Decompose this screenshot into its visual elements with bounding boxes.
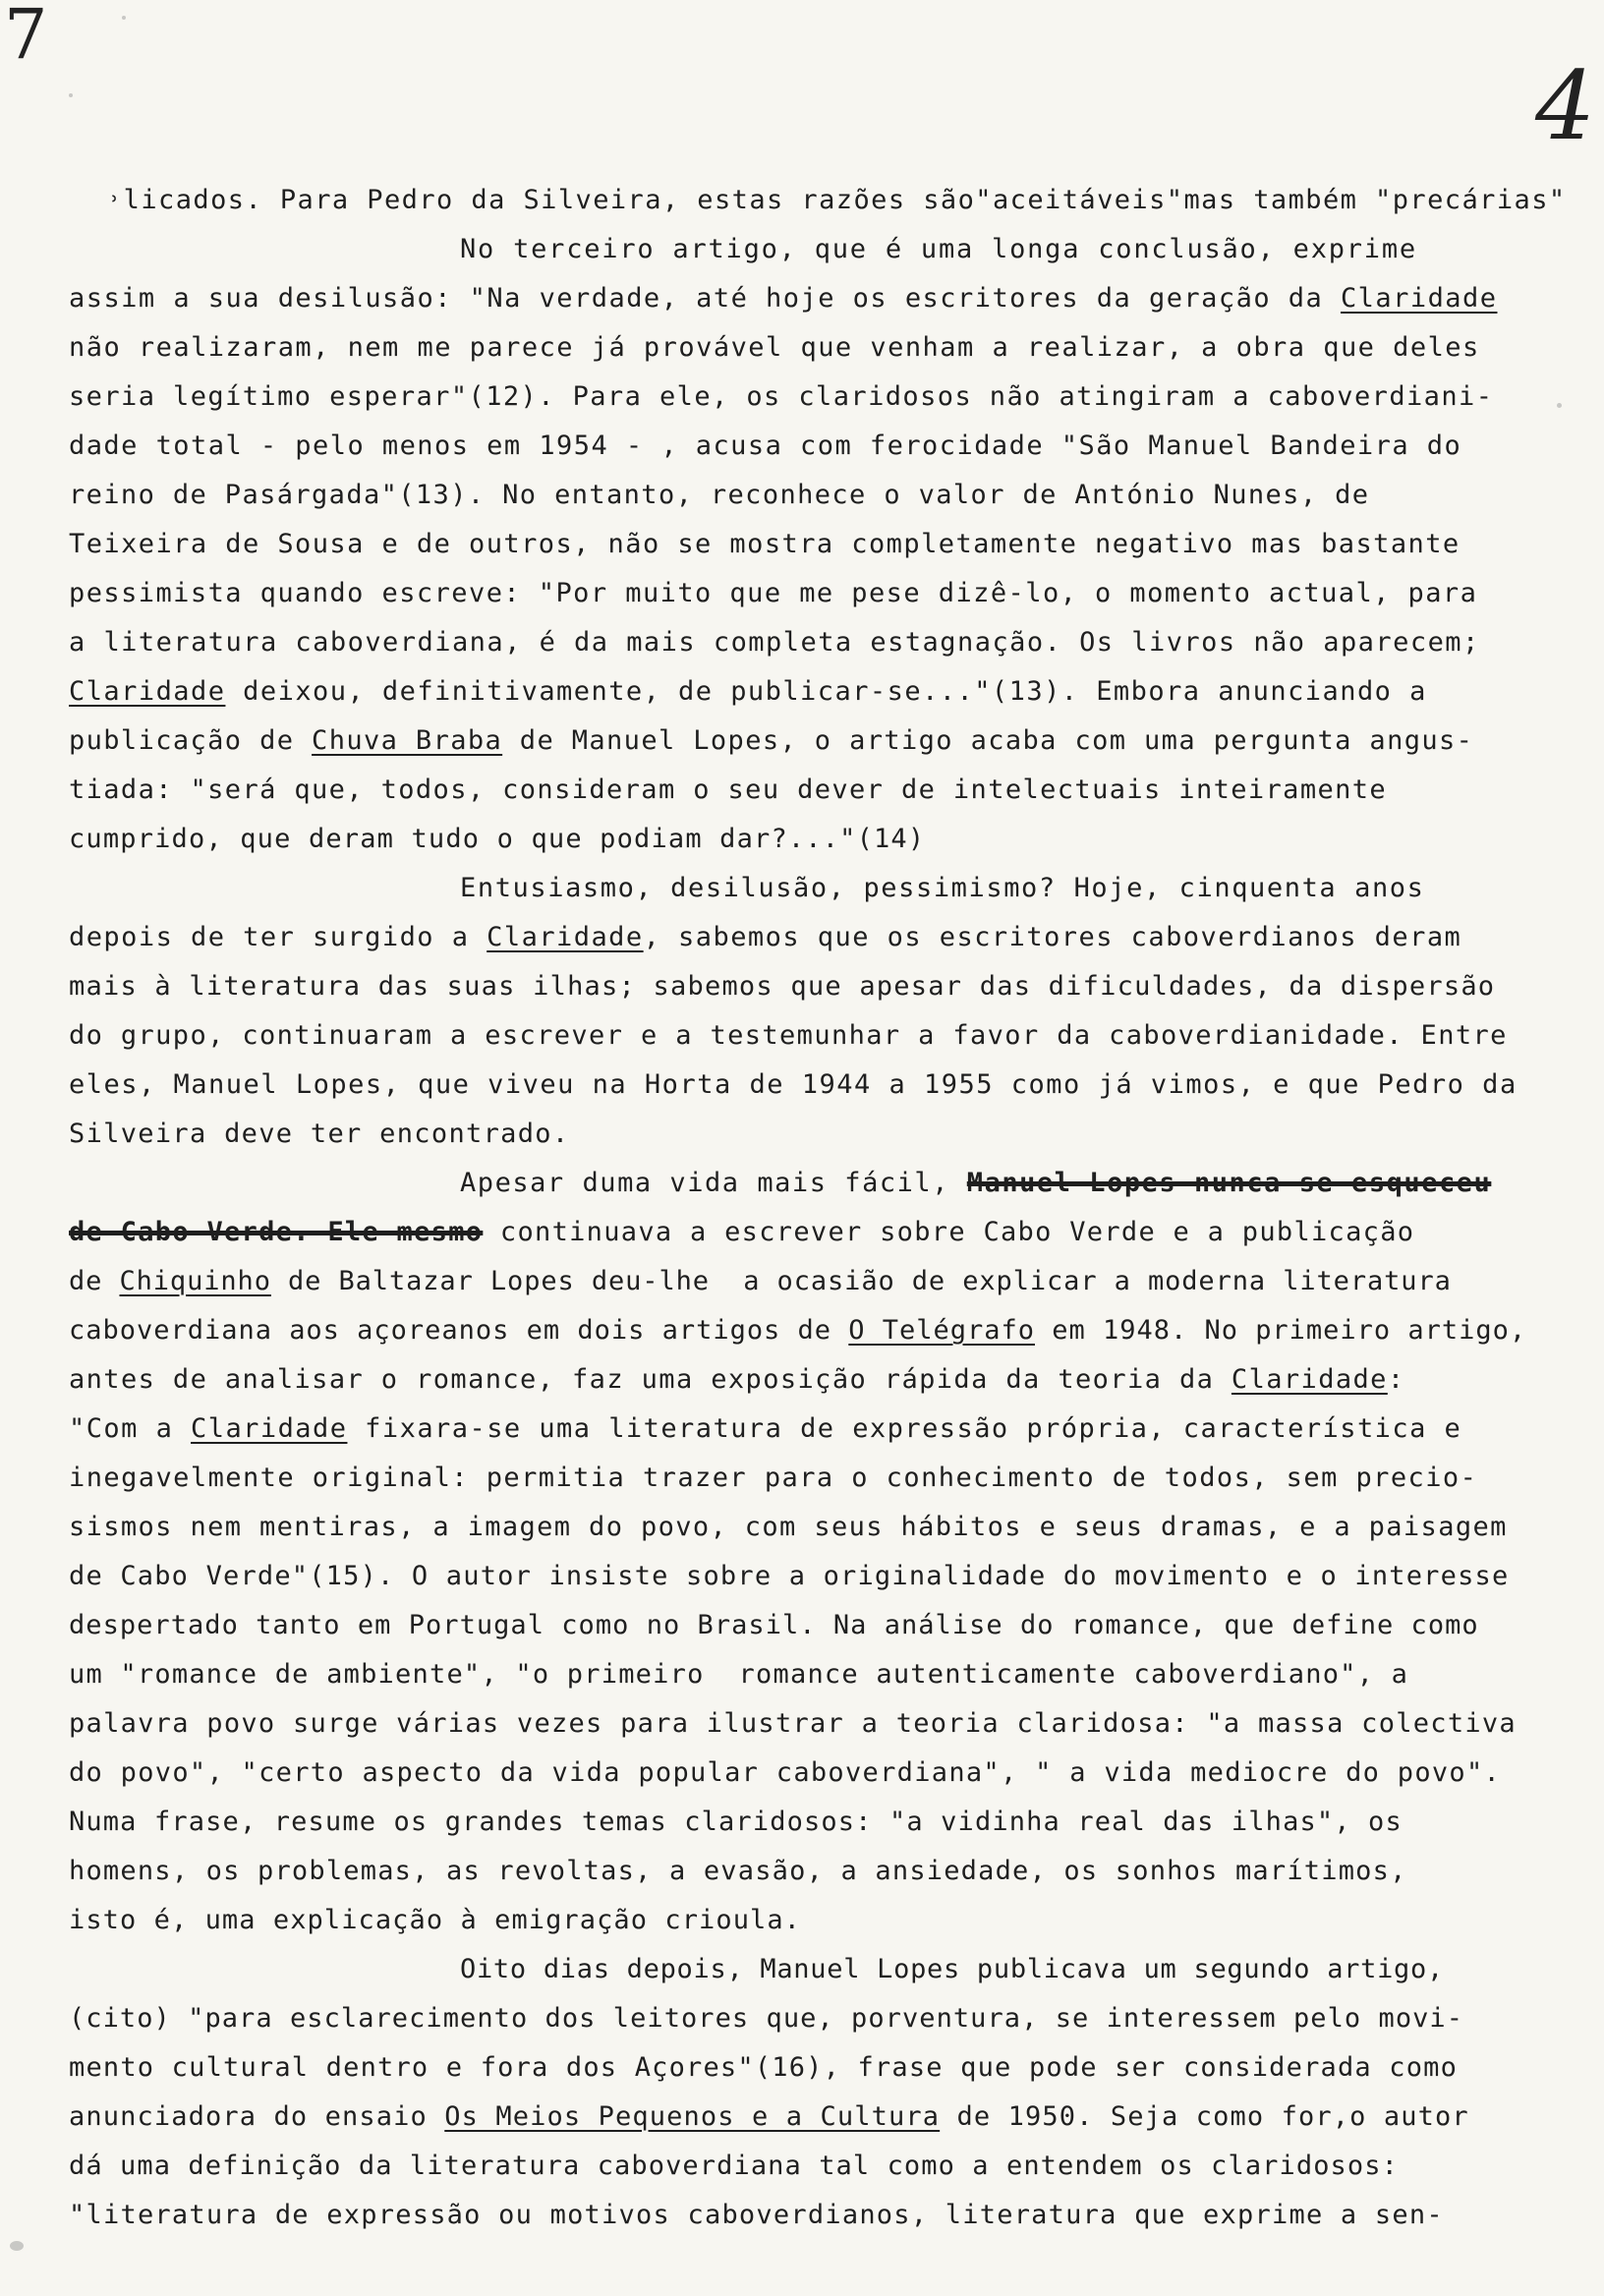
text-line — [69, 1313, 1526, 1349]
text-segment: a literatura caboverdiana, é da mais completa estagnação. Os livros não aparecem; — [69, 627, 1480, 658]
text-line — [69, 773, 1387, 808]
text-segment: "literatura de expressão ou motivos caboverdianos, literatura que exprime a sen- — [69, 2200, 1444, 2230]
text-segment: pessimista quando escreve: "Por muito que me pese dizê-lo, o momento actual, para — [69, 578, 1478, 608]
text-line — [69, 2149, 1399, 2184]
text-segment: (cito) "para esclarecimento dos leitores que, porventura, se interessem pelo movi- — [69, 2003, 1464, 2034]
text-segment: depois de ter surgido a — [69, 922, 487, 952]
text-segment: anunciadora do ensaio — [69, 2101, 445, 2132]
text-line — [69, 2001, 1463, 2037]
text-line — [69, 478, 1369, 513]
text-segment: fixara-se uma literatura de expressão própria, característica e — [347, 1413, 1462, 1444]
underlined-title: Chuva Braba — [312, 725, 503, 756]
text-line — [69, 429, 1461, 464]
text-line — [69, 1559, 1509, 1594]
text-segment: ˒licados. Para Pedro da Silveira, estas razões são"aceitáveis"mas também "precárias" — [106, 185, 1567, 215]
text-segment: de — [69, 1266, 120, 1296]
text-line — [69, 674, 1427, 710]
text-segment: de Manuel Lopes, o artigo acaba com uma pergunta angus- — [502, 725, 1474, 756]
text-segment: Silveira deve ter encontrado. — [69, 1119, 570, 1149]
text-line — [69, 330, 1480, 366]
text-segment: sismos nem mentiras, a imagem do povo, com seus hábitos e seus dramas, e a paisagem — [69, 1512, 1508, 1542]
text-line — [69, 379, 1493, 415]
struck-out-text: Manuel Lopes nunca se esqueceu — [966, 1168, 1492, 1198]
text-segment: despertado tanto em Portugal como no Brasil. Na análise do romance, que define como — [69, 1610, 1479, 1640]
text-line — [69, 1510, 1508, 1545]
text-segment: publicação de — [69, 725, 313, 756]
text-line — [69, 1264, 1452, 1299]
text-line — [69, 1117, 569, 1152]
text-segment: tiada: "será que, todos, consideram o seu dever de intelectuais inteiramente — [69, 775, 1388, 805]
text-segment: Teixeira de Sousa e de outros, não se mostra completamente negativo mas bastante — [69, 529, 1461, 559]
text-segment: dá uma definição da literatura caboverdiana tal como a entendem os claridosos: — [69, 2151, 1399, 2181]
text-line — [69, 1903, 801, 1938]
ink-speck — [10, 2241, 24, 2251]
text-segment: eles, Manuel Lopes, que viveu na Horta de 1944 a 1955 como já vimos, e que Pedro da — [69, 1069, 1518, 1100]
underlined-title: Claridade — [69, 676, 226, 707]
text-segment: de Baltazar Lopes deu-lhe a ocasião de explicar a moderna literatura — [270, 1266, 1452, 1296]
text-segment: não realizaram, nem me parece já provável que venham a realizar, a obra que deles — [69, 332, 1480, 363]
text-segment: antes de analisar o romance, faz uma exposição rápida da teoria da — [69, 1364, 1232, 1395]
text-segment: Numa frase, resume os grandes temas claridosos: "a vidinha real das ilhas", os — [69, 1807, 1403, 1837]
text-segment: "Com a — [69, 1413, 192, 1444]
text-line — [69, 1657, 1408, 1693]
text-line — [69, 1805, 1403, 1840]
ink-speck — [122, 16, 126, 20]
underlined-title: Os Meios Pequenos e a Cultura — [444, 2101, 941, 2132]
text-line — [69, 2050, 1458, 2086]
text-line — [460, 1952, 1444, 1987]
text-segment: isto é, uma explicação à emigração crioula. — [69, 1905, 801, 1935]
text-line — [69, 969, 1495, 1004]
text-segment: em 1948. No primeiro artigo, — [1035, 1315, 1527, 1346]
text-line — [69, 723, 1473, 759]
text-line — [69, 527, 1461, 562]
text-line — [106, 183, 1567, 218]
text-line — [69, 576, 1477, 611]
text-line — [69, 920, 1461, 955]
text-segment: reino de Pasárgada"(13). No entanto, reconhece o valor de António Nunes, de — [69, 480, 1370, 510]
text-segment: palavra povo surge várias vezes para ilustrar a teoria claridosa: "a massa colectiva — [69, 1708, 1517, 1739]
text-line — [460, 871, 1425, 906]
text-segment: No terceiro artigo, que é uma longa conclusão, exprime — [460, 234, 1417, 264]
text-line — [69, 2198, 1444, 2233]
text-segment: do povo", "certo aspecto da vida popular caboverdiana", " a vida mediocre do povo". — [69, 1757, 1502, 1788]
text-segment: um "romance de ambiente", "o primeiro romance autenticamente caboverdiano", a — [69, 1659, 1409, 1690]
ink-speck — [1557, 403, 1562, 408]
text-line — [460, 1166, 1491, 1201]
text-line — [69, 1411, 1461, 1447]
text-line — [69, 2099, 1469, 2135]
page-number: 4 — [1535, 51, 1596, 161]
text-segment: cumprido, que deram tudo o que podiam dar?..."(14) — [69, 824, 926, 854]
text-line — [69, 1215, 1414, 1250]
struck-out-text: de Cabo Verde. Ele mesmo — [69, 1217, 484, 1247]
text-segment: Entusiasmo, desilusão, pessimismo? Hoje, cinquenta anos — [460, 873, 1425, 903]
text-line — [69, 1755, 1501, 1791]
text-line — [69, 822, 925, 857]
text-segment: Oito dias depois, Manuel Lopes publicava um segundo artigo, — [460, 1954, 1444, 1984]
text-segment: assim a sua desilusão: "Na verdade, até hoje os escritores da geração da — [69, 283, 1341, 314]
underlined-title: Claridade — [1340, 283, 1498, 314]
text-segment: mento cultural dentro e fora dos Açores"(16), frase que pode ser considerada como — [69, 2052, 1459, 2083]
text-segment: continuava a escrever sobre Cabo Verde e a publicação — [483, 1217, 1415, 1247]
text-line — [69, 1608, 1479, 1643]
underlined-title: Claridade — [487, 922, 644, 952]
underlined-title: O Telégrafo — [848, 1315, 1035, 1346]
ink-speck — [69, 93, 73, 97]
text-segment: : — [1387, 1364, 1405, 1395]
text-segment: do grupo, continuaram a escrever e a testemunhar a favor da caboverdianidade. Entre — [69, 1020, 1508, 1051]
text-line — [69, 1461, 1477, 1496]
text-line — [69, 1018, 1508, 1054]
underlined-title: Chiquinho — [119, 1266, 271, 1296]
text-segment: dade total - pelo menos em 1954 - , acusa com ferocidade "São Manuel Bandeira do — [69, 430, 1462, 461]
text-line — [69, 1067, 1518, 1103]
text-line — [69, 1362, 1404, 1398]
text-segment: Apesar duma vida mais fácil, — [460, 1168, 967, 1198]
text-segment: mais à literatura das suas ilhas; sabemos que apesar das dificuldades, da dispersão — [69, 971, 1496, 1002]
text-segment: homens, os problemas, as revoltas, a evasão, a ansiedade, os sonhos marítimos, — [69, 1856, 1407, 1886]
corner-handwritten-mark: 7 — [4, 0, 48, 75]
text-segment: seria legítimo esperar"(12). Para ele, os claridosos não atingiram a caboverdiani- — [69, 381, 1494, 412]
text-segment: de Cabo Verde"(15). O autor insiste sobre a originalidade do movimento e o interesse — [69, 1561, 1510, 1591]
underlined-title: Claridade — [191, 1413, 348, 1444]
text-line — [69, 1706, 1517, 1742]
text-line — [69, 625, 1480, 660]
text-segment: inegavelmente original: permitia trazer para o conhecimento de todos, sem precio- — [69, 1463, 1478, 1493]
text-line — [460, 232, 1417, 267]
text-line — [69, 1854, 1407, 1889]
text-line — [69, 281, 1497, 316]
text-segment: de 1950. Seja como for,o autor — [940, 2101, 1469, 2132]
underlined-title: Claridade — [1231, 1364, 1388, 1395]
text-segment: caboverdiana aos açoreanos em dois artigos de — [69, 1315, 849, 1346]
text-segment: , sabemos que os escritores caboverdianos deram — [643, 922, 1462, 952]
text-segment: deixou, definitivamente, de publicar-se..."(13). Embora anunciando a — [225, 676, 1427, 707]
